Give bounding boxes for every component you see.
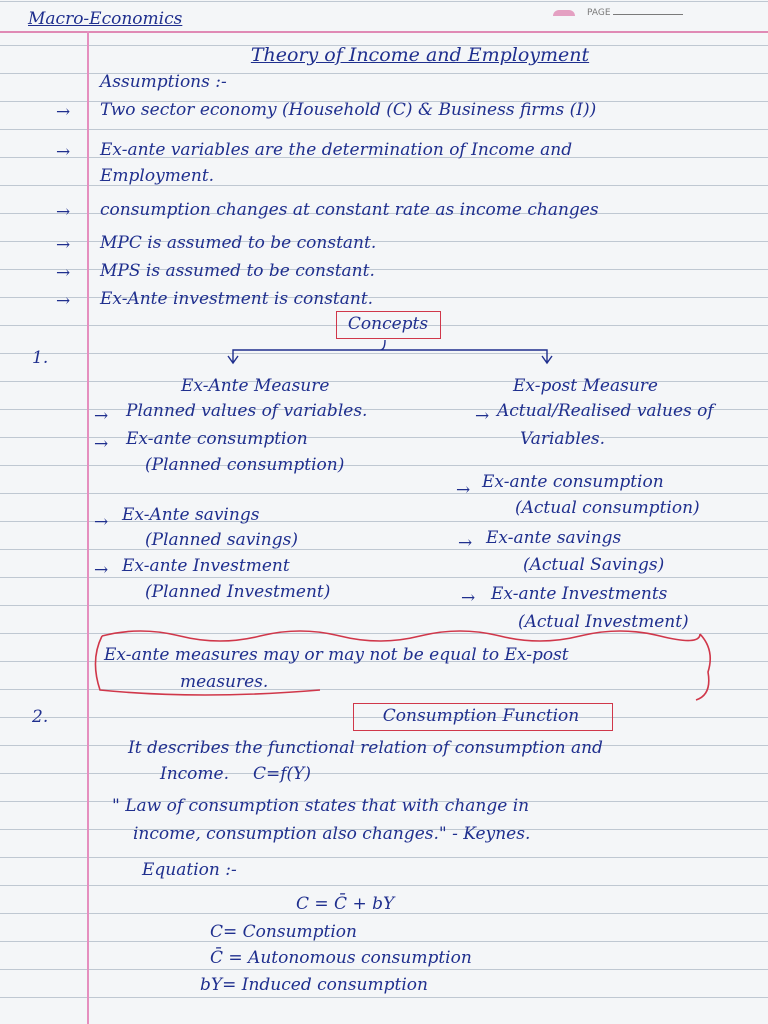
body-line: " Law of consumption states that with change in — [112, 796, 530, 816]
ex-post-line: Variables. — [520, 429, 606, 449]
formula: C=f(Y) — [253, 764, 312, 784]
definition-line: C= Consumption — [210, 922, 357, 942]
ex-ante-line: Planned values of variables. — [126, 401, 368, 421]
arrow-icon: → — [56, 291, 71, 311]
arrow-icon: → — [56, 235, 71, 255]
ex-ante-heading: Ex-Ante Measure — [181, 376, 330, 396]
assumption-item: Ex-ante variables are the determination of Income and — [100, 140, 573, 160]
arrow-icon: → — [458, 533, 473, 553]
ex-post-line: Ex-ante consumption — [482, 472, 664, 492]
ex-ante-line: Ex-Ante savings — [122, 505, 260, 525]
assumption-item: consumption changes at constant rate as income changes — [100, 200, 599, 220]
ex-post-line: Ex-ante Investments — [491, 584, 668, 604]
ex-post-line: (Actual Investment) — [518, 612, 689, 632]
assumption-item: MPS is assumed to be constant. — [100, 261, 375, 281]
ex-post-line: Actual/Realised values of — [497, 401, 714, 421]
body-line: It describes the functional relation of consumption and — [128, 738, 603, 758]
assumption-item: Employment. — [100, 166, 215, 186]
assumption-item: Ex-Ante investment is constant. — [100, 289, 374, 309]
assumption-item: Two sector economy (Household (C) & Business firms (I)) — [100, 100, 597, 120]
arrow-icon: → — [56, 202, 71, 222]
assumption-item: MPC is assumed to be constant. — [100, 233, 377, 253]
note-line: measures. — [180, 672, 269, 692]
ex-post-line: (Actual consumption) — [515, 498, 700, 518]
arrow-icon: → — [94, 434, 109, 454]
arrow-icon: → — [56, 263, 71, 283]
definition-line: bY= Induced consumption — [200, 975, 428, 995]
definition-line: C̄ = Autonomous consumption — [210, 948, 472, 968]
ex-post-line: Ex-ante savings — [486, 528, 622, 548]
section-number: 2. — [32, 707, 49, 727]
arrow-icon: → — [94, 406, 109, 426]
ex-ante-line: (Planned savings) — [145, 530, 298, 550]
consumption-function-heading: Consumption Function — [382, 706, 580, 726]
arrow-icon: → — [475, 406, 490, 426]
arrow-icon: → — [94, 560, 109, 580]
section-number: 1. — [32, 348, 49, 368]
ex-ante-line: Ex-ante Investment — [122, 556, 290, 576]
note-line: Ex-ante measures may or may not be equal to Ex-post — [104, 645, 569, 665]
ex-ante-line: (Planned Investment) — [145, 582, 331, 602]
arrow-icon: → — [56, 142, 71, 162]
arrow-icon: → — [94, 512, 109, 532]
ex-ante-line: (Planned consumption) — [145, 455, 345, 475]
equation-heading: Equation :- — [142, 860, 237, 880]
body-line: Income. — [160, 764, 230, 784]
arrow-icon: → — [456, 480, 471, 500]
arrow-icon: → — [461, 588, 476, 608]
ex-post-line: (Actual Savings) — [523, 555, 665, 575]
page-title: Theory of Income and Employment — [250, 44, 590, 66]
ex-ante-line: Ex-ante consumption — [126, 429, 308, 449]
ex-post-heading: Ex-post Measure — [513, 376, 658, 396]
assumptions-heading: Assumptions :- — [100, 72, 227, 92]
equation: C = C̄ + bY — [296, 894, 395, 914]
subject-label: Macro-Economics — [28, 9, 183, 29]
body-line: income, consumption also changes." - Keynes. — [133, 824, 531, 844]
page-label: PAGE — [587, 8, 611, 18]
concepts-heading: Concepts — [347, 314, 429, 334]
arrow-icon: → — [56, 102, 71, 122]
